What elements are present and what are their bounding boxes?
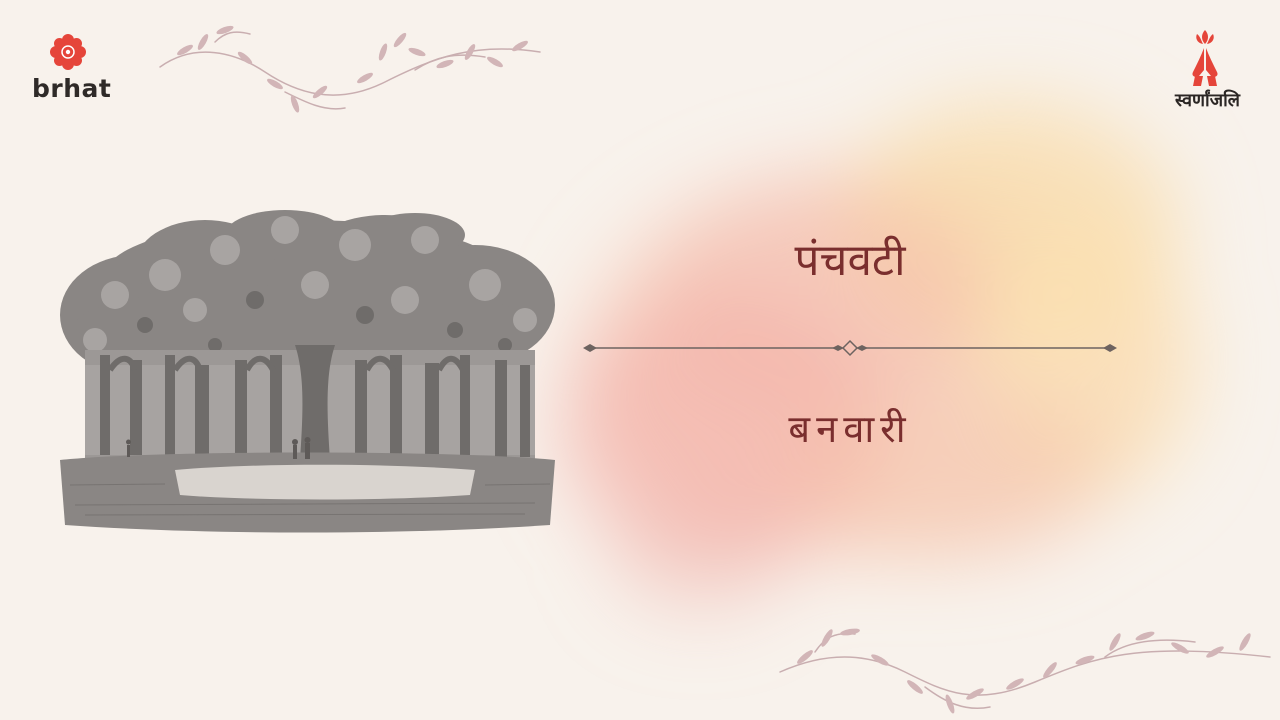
brand-name-left: brhat bbox=[32, 74, 112, 103]
author-name: बनवारी bbox=[788, 407, 912, 451]
banyan-tree-illustration bbox=[55, 205, 560, 535]
ornamental-divider bbox=[580, 336, 1120, 360]
page-title: पंचवटी bbox=[794, 235, 906, 286]
swarnanjali-logo[interactable] bbox=[1160, 28, 1260, 118]
vine-decoration-bottom bbox=[775, 612, 1275, 717]
brhat-logo[interactable] bbox=[28, 34, 118, 114]
brand-name-right: स्वर्णांजलि bbox=[1175, 90, 1240, 111]
lotus-mandala-icon bbox=[50, 34, 86, 70]
vine-decoration-top bbox=[155, 12, 545, 122]
namaste-hands-icon bbox=[1185, 28, 1225, 88]
